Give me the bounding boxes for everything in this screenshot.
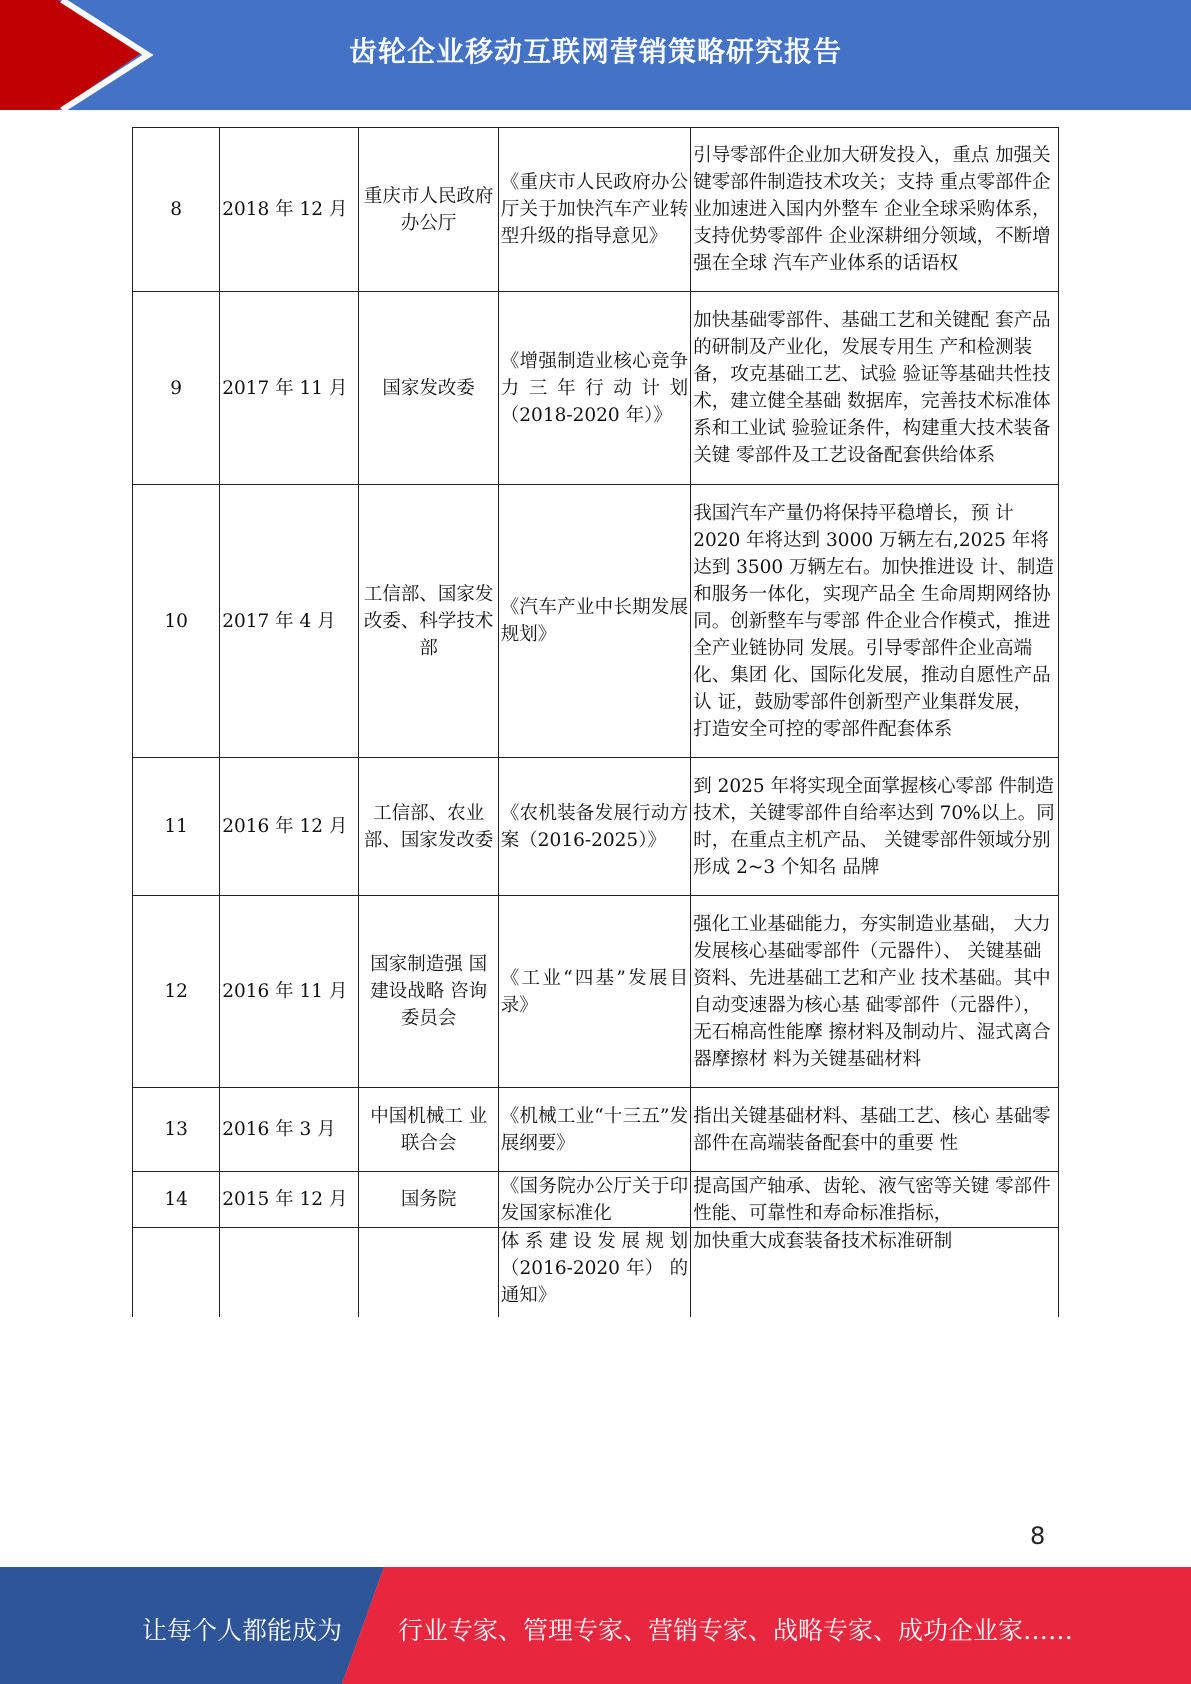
row-number: 12 [133,896,220,1088]
issue-date [220,1228,359,1317]
row-number: 8 [133,128,220,292]
document-title: 《工业“四基”发展目录》 [498,896,690,1088]
row-number [133,1228,220,1317]
issue-date: 2017 年 4 月 [220,485,359,758]
issuing-body: 工信部、农业部、国家发改委 [359,758,498,896]
issue-date: 2016 年 11 月 [220,896,359,1088]
policy-content: 提高国产轴承、齿轮、液气密等关键 零部件性能、可靠性和寿命标准指标， [691,1172,1059,1228]
policy-content: 指出关键基础材料、基础工艺、核心 基础零部件在高端装备配套中的重要 性 [691,1088,1059,1172]
table-row [133,1228,1059,1317]
issuing-body: 国家发改委 [359,292,498,485]
document-title: 《农机装备发展行动方案（2016-2025）》 [498,758,690,896]
document-title: 《机械工业“十三五”发展纲要》 [498,1088,690,1172]
page-number: 8 [1030,1522,1046,1550]
issuing-body: 中国机械工 业联合会 [359,1088,498,1172]
table-row [133,1172,1059,1228]
table-row [133,758,1059,896]
policy-content: 加快基础零部件、基础工艺和关键配 套产品的研制及产业化，发展专用生 产和检测装备，攻克基础工艺、试验 验证等基础共性技术，建立健全基础 数据库，完善技术标准体系和工业试 验验证条件，构建重大技术装备关键 零部件及工艺设备配套供给体系 [691,292,1059,485]
page-header [0,0,1191,110]
issuing-body [359,1228,498,1317]
page-footer [0,1567,1191,1684]
document-title: 体系建设发展规划（2016-2020 年） 的通知》 [498,1228,690,1317]
footer-slogan-right: 行业专家、管理专家、营销专家、战略专家、成功企业家…… [398,1616,1074,1645]
issue-date: 2018 年 12 月 [220,128,359,292]
table-row [133,128,1059,292]
table-row [133,1088,1059,1172]
policy-content: 到 2025 年将实现全面掌握核心零部 件制造技术，关键零部件自给率达到 70%以上。同时，在重点主机产品、 关键零部件领域分别形成 2~3 个知名 品牌 [691,758,1059,896]
footer-slogan-left: 让每个人都能成为 [142,1616,343,1645]
document-title: 《重庆市人民政府办公厅关于加快汽车产业转型升级的指导意见》 [498,128,690,292]
issuing-body: 国务院 [359,1172,498,1228]
table-row [133,292,1059,485]
issue-date: 2016 年 12 月 [220,758,359,896]
policy-content: 加快重大成套装备技术标准研制 [691,1228,1059,1317]
issue-date: 2016 年 3 月 [220,1088,359,1172]
row-number: 13 [133,1088,220,1172]
report-title: 齿轮企业移动互联网营销策略研究报告 [348,35,842,68]
policy-content: 引导零部件企业加大研发投入，重点 加强关键零部件制造技术攻关；支持 重点零部件企业加速进入国内外整车 企业全球采购体系，支持优势零部件 企业深耕细分领域，不断增强在全球 汽车产业体系的话语权 [691,128,1059,292]
row-number: 14 [133,1172,220,1228]
issue-date: 2017 年 11 月 [220,292,359,485]
row-number: 11 [133,758,220,896]
table-row [133,896,1059,1088]
policy-table [132,127,1059,1317]
row-number: 10 [133,485,220,758]
policy-content: 我国汽车产量仍将保持平稳增长，预 计 2020 年将达到 3000 万辆左右,2025 年将达到 3500 万辆左右。加快推进设 计、制造和服务一体化，实现产品全 生命周期网络协同。创新整车与零部 件企业合作模式，推进全产业链协同 发展。引导零部件企业高端化、集团 化、国际化发展，推动自愿性产品认 证，鼓励零部件创新型产业集群发展， 打造安全可控的零部件配套体系 [691,485,1059,758]
policy-content: 强化工业基础能力，夯实制造业基础， 大力发展核心基础零部件（元器件）、 关键基础资料、先进基础工艺和产业 技术基础。其中自动变速器为核心基 础零部件（元器件），无石棉高性能摩 擦材料及制动片、湿式离合器摩擦材 料为关键基础材料 [691,896,1059,1088]
row-number: 9 [133,292,220,485]
document-title: 《汽车产业中长期发展规划》 [498,485,690,758]
issuing-body: 工信部、国家发改委、科学技术部 [359,485,498,758]
issuing-body: 国家制造强 国建设战略 咨询委员会 [359,896,498,1088]
document-title: 《增强制造业核心竞争力三年行动计划（2018-2020 年）》 [498,292,690,485]
table-row [133,485,1059,758]
issuing-body: 重庆市人民政府办公厅 [359,128,498,292]
issue-date: 2015 年 12 月 [220,1172,359,1228]
document-title: 《国务院办公厅关于印发国家标准化 [498,1172,690,1228]
